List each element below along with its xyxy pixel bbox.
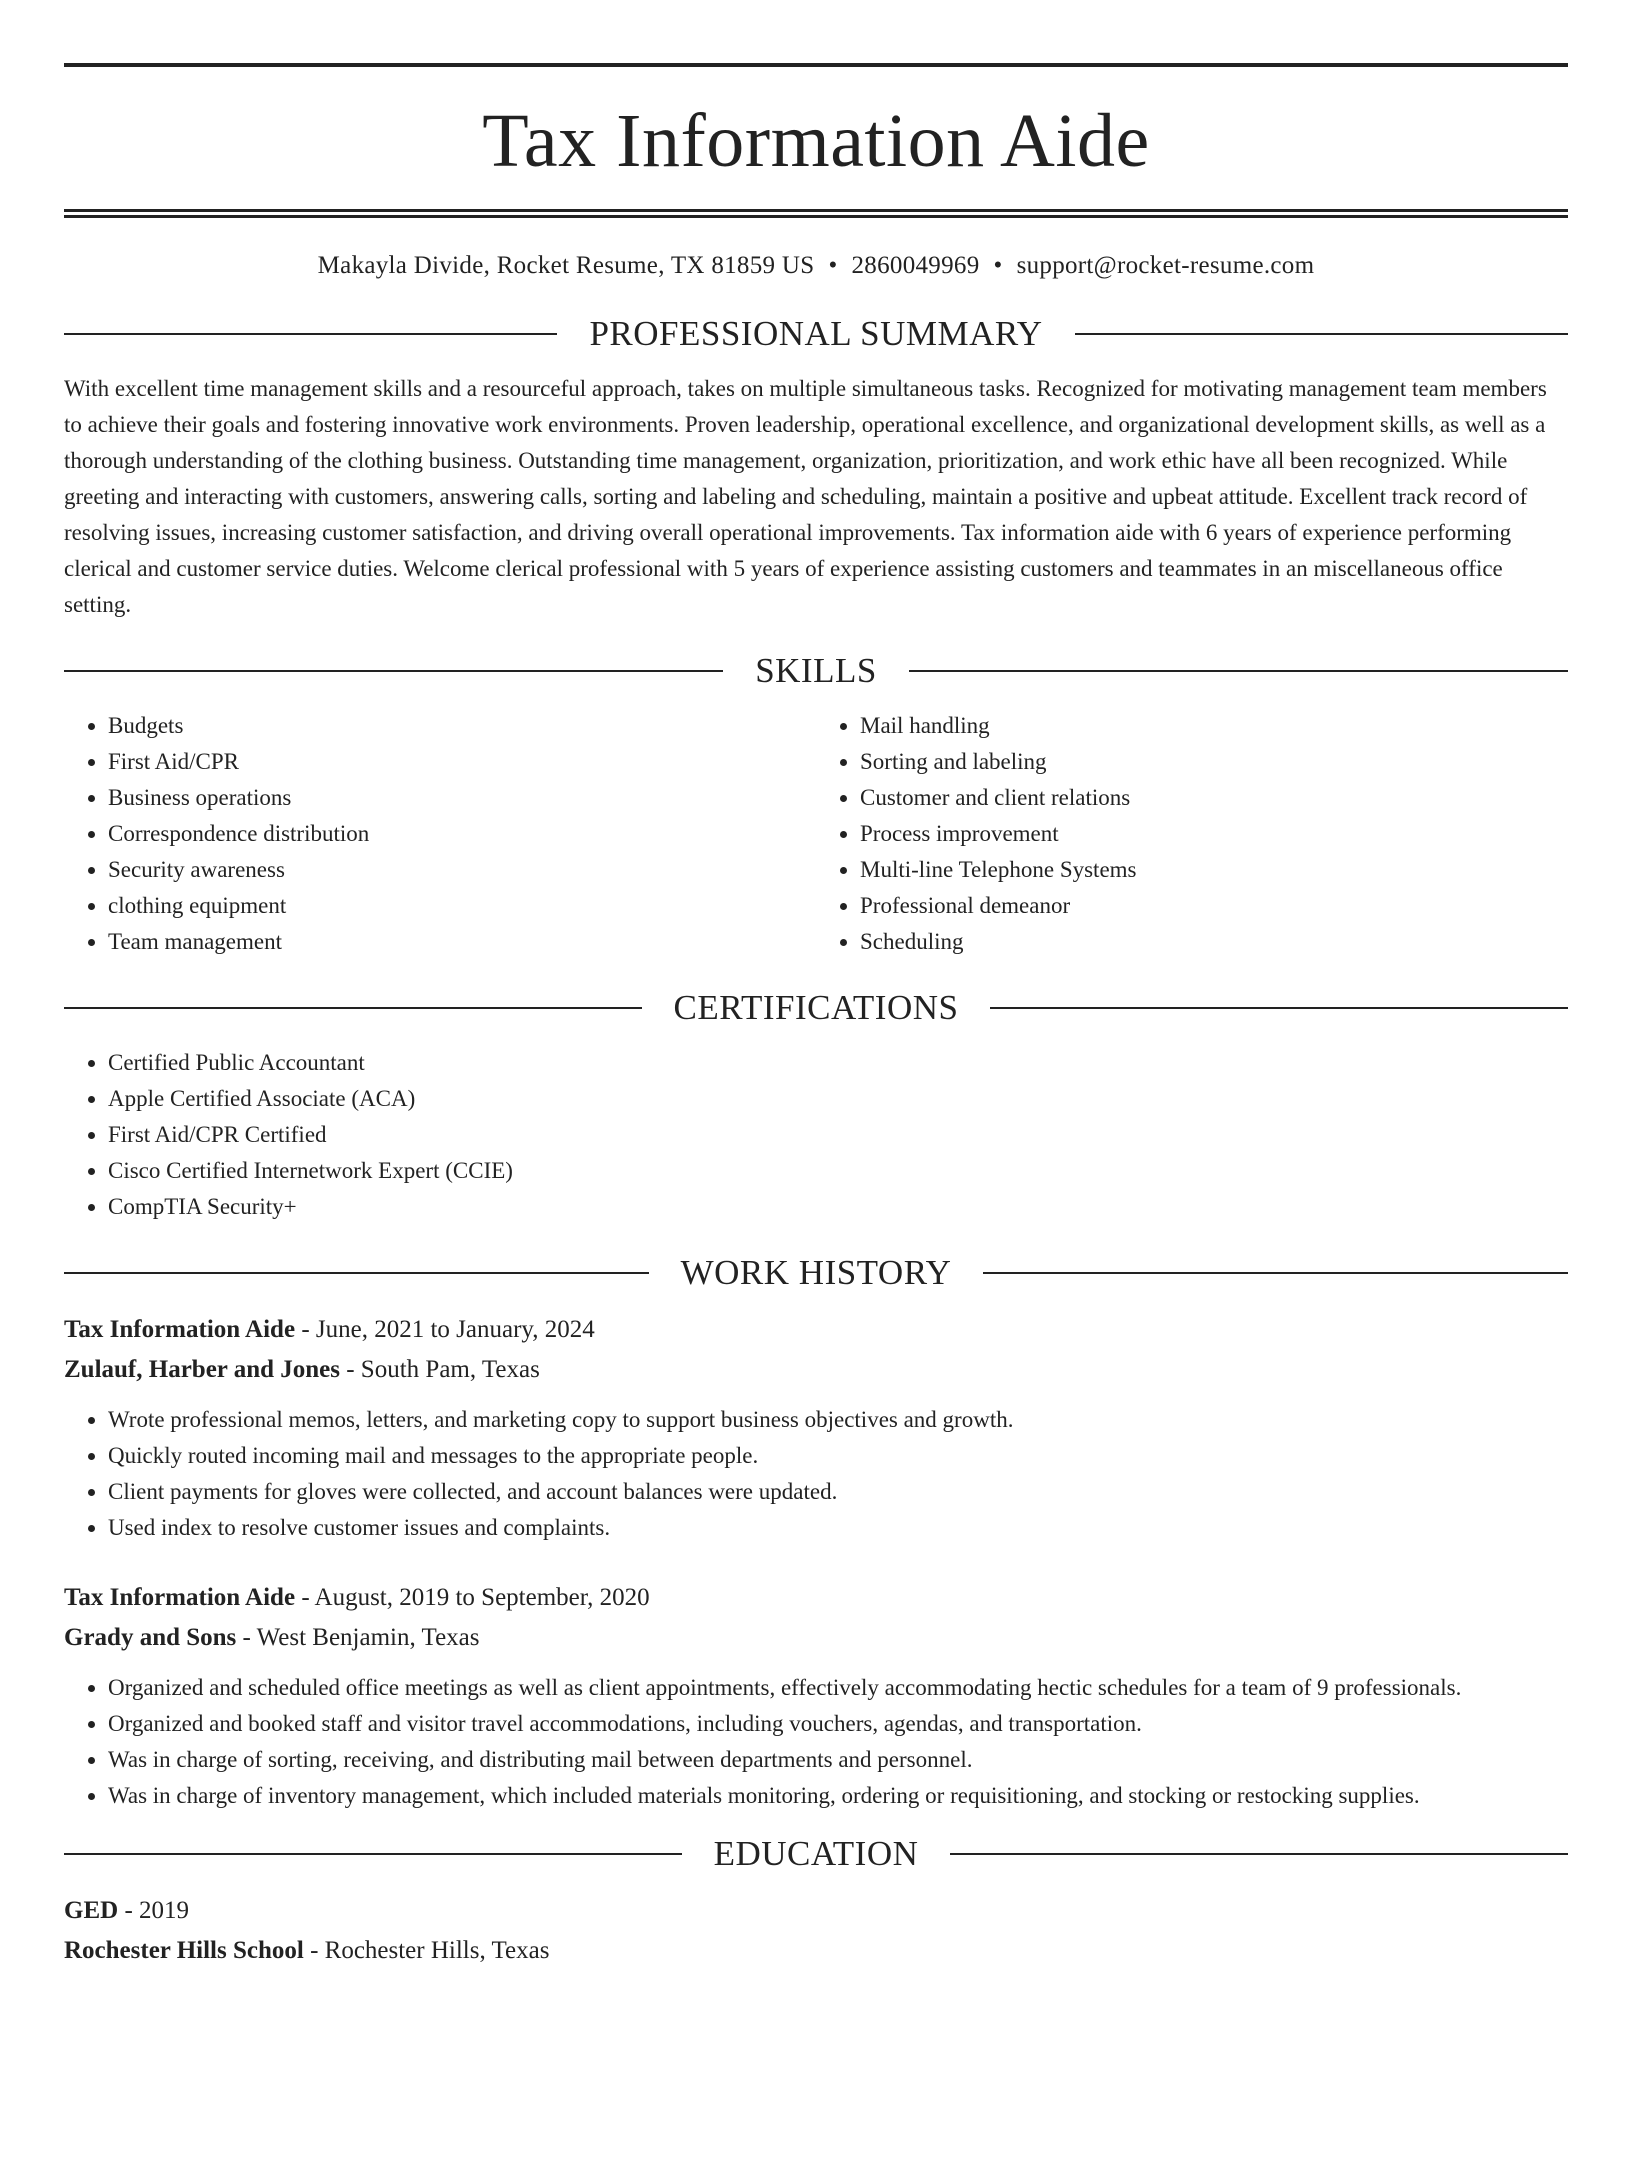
- job-company: Zulauf, Harber and Jones: [64, 1356, 340, 1383]
- job-dates: - June, 2021 to January, 2024: [295, 1316, 595, 1343]
- section-heading-work-history: [64, 1255, 1568, 1290]
- job-company: Grady and Sons: [64, 1624, 237, 1651]
- education-degree: GED: [64, 1897, 119, 1924]
- section-heading-certifications: [64, 990, 1568, 1025]
- section-heading-education: [64, 1836, 1568, 1871]
- job-bullets: [64, 1402, 1568, 1546]
- heading-rule: [64, 333, 557, 335]
- section-title: CERTIFICATIONS: [673, 988, 959, 1027]
- skill-item: • Correspondence distribution: [108, 816, 816, 852]
- skill-item: • Process improvement: [860, 816, 1568, 852]
- skill-item: • Team management: [108, 924, 816, 960]
- skill-item: • Budgets: [108, 708, 816, 744]
- job-bullet: • Wrote professional memos, letters, and marketing copy to support business objectives and growth.: [108, 1402, 1568, 1438]
- section-heading-summary: [64, 316, 1568, 351]
- contact-phone[interactable]: 2860049969: [851, 252, 980, 279]
- heading-rule: [64, 1272, 649, 1274]
- section-title: PROFESSIONAL SUMMARY: [589, 314, 1043, 353]
- contact-separator: •: [993, 252, 1003, 279]
- job-bullet: • Quickly routed incoming mail and messages to the appropriate people.: [108, 1438, 1568, 1474]
- section-title: EDUCATION: [713, 1834, 919, 1873]
- job-bullets: [64, 1670, 1568, 1814]
- skill-item: • Mail handling: [860, 708, 1568, 744]
- title-double-rule: [64, 209, 1568, 218]
- skill-item: • Sorting and labeling: [860, 744, 1568, 780]
- section-heading-skills: [64, 653, 1568, 688]
- summary-text: With excellent time management skills and a resourceful approach, takes on multiple simultaneous tasks. Recognized for motivating management team members to achieve their goals and fostering innovative work environments. Proven leadership, operational excellence, and organizational development skills, as well as a thorough understanding of the clothing business. Outstanding time management, organization, prioritization, and work ethic have all been recognized. While greeting and interacting with customers, answering calls, sorting and labeling and scheduling, maintain a positive and upbeat attitude. Excellent track record of resolving issues, increasing customer satisfaction, and driving overall operational improvements. Tax information aide with 6 years of experience performing clerical and customer service duties. Welcome clerical professional with 5 years of experience assisting customers and teammates in an miscellaneous office setting.: [64, 376, 1547, 617]
- education-year: - 2019: [118, 1897, 190, 1924]
- certification-item: • CompTIA Security+: [108, 1189, 1568, 1225]
- section-title: SKILLS: [755, 651, 877, 690]
- job-bullet: • Organized and scheduled office meetings as well as client appointments, effectively accommodating hectic schedules for a team of 9 professionals.: [108, 1670, 1568, 1706]
- job-entry: [64, 1310, 1568, 1546]
- job-title: Tax Information Aide: [64, 1584, 296, 1611]
- skill-item: • Professional demeanor: [860, 888, 1568, 924]
- certification-item: • Cisco Certified Internetwork Expert (CCIE): [108, 1153, 1568, 1189]
- skills-column-left: [64, 708, 816, 960]
- education-location: - Rochester Hills, Texas: [303, 1937, 550, 1964]
- contact-line: [64, 252, 1568, 280]
- job-bullet: • Used index to resolve customer issues and complaints.: [108, 1510, 1568, 1546]
- skill-item: • Multi-line Telephone Systems: [860, 852, 1568, 888]
- job-title: Tax Information Aide: [64, 1316, 296, 1343]
- heading-rule: [950, 1853, 1568, 1855]
- skill-item: • Security awareness: [108, 852, 816, 888]
- resume-page: [0, 63, 1632, 2175]
- education-entry: [64, 1891, 1568, 1971]
- education-school-line: [64, 1931, 1568, 1971]
- job-title-line: [64, 1310, 1568, 1350]
- heading-rule: [909, 670, 1568, 672]
- heading-rule: [64, 1853, 682, 1855]
- heading-rule: [1075, 333, 1568, 335]
- job-bullet: • Was in charge of inventory management, which included materials monitoring, ordering or requisitioning, and stocking or restocking supplies.: [108, 1778, 1568, 1814]
- contact-separator: •: [828, 252, 838, 279]
- certification-item: • Apple Certified Associate (ACA): [108, 1081, 1568, 1117]
- contact-address: Makayla Divide, Rocket Resume, TX 81859 US: [317, 252, 815, 279]
- heading-rule: [990, 1007, 1568, 1009]
- education-degree-line: [64, 1891, 1568, 1931]
- skill-item: • Customer and client relations: [860, 780, 1568, 816]
- job-bullet: • Was in charge of sorting, receiving, and distributing mail between departments and personnel.: [108, 1742, 1568, 1778]
- job-bullet: • Client payments for gloves were collected, and account balances were updated.: [108, 1474, 1568, 1510]
- certifications-list: [64, 1045, 1568, 1225]
- certification-item: • Certified Public Accountant: [108, 1045, 1568, 1081]
- skills-column-right: [816, 708, 1568, 960]
- job-dates: - August, 2019 to September, 2020: [295, 1584, 650, 1611]
- skill-item: • First Aid/CPR: [108, 744, 816, 780]
- job-bullet: • Organized and booked staff and visitor travel accommodations, including vouchers, agendas, and transportation.: [108, 1706, 1568, 1742]
- job-entry: [64, 1578, 1568, 1814]
- job-company-line: [64, 1618, 1568, 1658]
- job-title-line: [64, 1578, 1568, 1618]
- certification-item: • First Aid/CPR Certified: [108, 1117, 1568, 1153]
- top-rule: [64, 63, 1568, 67]
- job-company-line: [64, 1350, 1568, 1390]
- resume-title: Tax Information Aide: [482, 99, 1150, 183]
- job-location: - South Pam, Texas: [339, 1356, 540, 1383]
- heading-rule: [983, 1272, 1568, 1274]
- skill-item: • clothing equipment: [108, 888, 816, 924]
- skills-list: [64, 708, 1568, 960]
- contact-email[interactable]: support@rocket-resume.com: [1016, 252, 1315, 279]
- section-title: WORK HISTORY: [680, 1253, 952, 1292]
- skill-item: • Scheduling: [860, 924, 1568, 960]
- heading-rule: [64, 670, 723, 672]
- heading-rule: [64, 1007, 642, 1009]
- education-school: Rochester Hills School: [64, 1937, 304, 1964]
- skill-item: • Business operations: [108, 780, 816, 816]
- job-location: - West Benjamin, Texas: [236, 1624, 480, 1651]
